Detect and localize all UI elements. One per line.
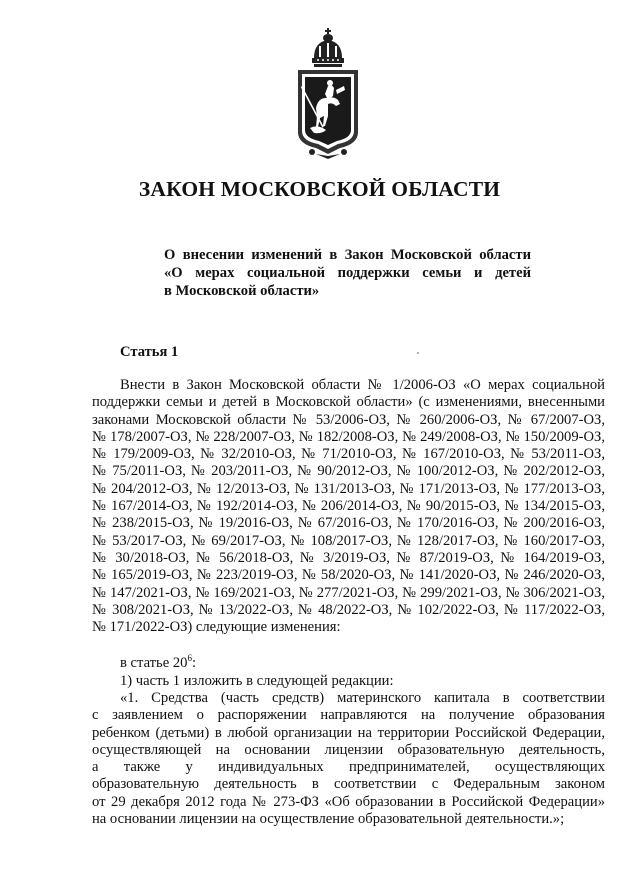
body-line: № 171/2022-ОЗ) следующие изменения:: [92, 619, 341, 636]
body-line: № 75/2011-ОЗ, № 203/2011-ОЗ, № 90/2012-ОЗ, № 100/2012-ОЗ, № 202/2012-ОЗ,: [92, 463, 605, 480]
law-title: ЗАКОН МОСКОВСКОЙ ОБЛАСТИ: [138, 177, 501, 201]
coat-of-arms-icon: [292, 28, 364, 160]
quote-line: осуществляющей на основании лицензии образовательную деятельность,: [92, 741, 605, 758]
body-line: № 204/2012-ОЗ, № 12/2013-ОЗ, № 131/2013-ОЗ, № 171/2013-ОЗ, № 177/2013-ОЗ,: [92, 480, 605, 497]
quote-line: на основании лицензии на осуществление образовательной деятельности.»;: [92, 810, 565, 827]
amendment-target: в статье $20^6$:: [120, 653, 196, 672]
quote-line: с заявлением о распоряжении направляются на получение образования: [92, 707, 605, 724]
article-heading: Статья 1: [120, 344, 179, 360]
subtitle-line: в Московской области»: [164, 283, 320, 299]
quote-line: от 29 декабря 2012 года № 273-ФЗ «Об образовании в Российской Федерации»: [92, 793, 605, 810]
body-line: Внести в Закон Московской области № 1/2006-ОЗ «О мерах социальной: [120, 377, 605, 393]
body-line: № 165/2019-ОЗ, № 223/2019-ОЗ, № 58/2020-ОЗ, № 141/2020-ОЗ, № 246/2020-ОЗ,: [92, 567, 605, 584]
body-line: № 179/2009-ОЗ, № 32/2010-ОЗ, № 71/2010-ОЗ, № 167/2010-ОЗ, № 53/2011-ОЗ,: [92, 446, 605, 463]
quote-line: «1. Средства (часть средств) материнского капитала в соответствии: [120, 689, 605, 706]
law-subtitle: [164, 246, 531, 300]
body-line: № 167/2014-ОЗ, № 192/2014-ОЗ, № 206/2014-ОЗ, № 90/2015-ОЗ, № 134/2015-ОЗ,: [92, 498, 605, 515]
body-line: № 147/2021-ОЗ, № 169/2021-ОЗ, № 277/2021-ОЗ, № 299/2021-ОЗ, № 306/2021-ОЗ,: [92, 584, 605, 601]
body-line: № 238/2015-ОЗ, № 19/2016-ОЗ, № 67/2016-ОЗ, № 170/2016-ОЗ, № 200/2016-ОЗ,: [92, 515, 605, 532]
body-line: поддержки семьи и детей в Московской области» (с изменениями, внесенными: [92, 394, 605, 411]
subtitle-line: «О мерах социальной поддержки семьи и детей: [164, 265, 531, 281]
quote-line: ребенком (детьми) в любой организации на территории Российской Федерации,: [92, 724, 605, 741]
body-line: № 178/2007-ОЗ, № 228/2007-ОЗ, № 182/2008-ОЗ, № 249/2008-ОЗ, № 150/2009-ОЗ,: [92, 428, 605, 445]
quote-line: а также у индивидуальных предпринимателей, осуществляющих: [92, 759, 605, 776]
body-line: № 30/2018-ОЗ, № 56/2018-ОЗ, № 3/2019-ОЗ, № 87/2019-ОЗ, № 164/2019-ОЗ,: [92, 549, 605, 566]
body-line: № 308/2021-ОЗ, № 13/2022-ОЗ, № 48/2022-ОЗ, № 102/2022-ОЗ, № 117/2022-ОЗ,: [92, 601, 605, 618]
subtitle-line: О внесении изменений в Закон Московской области: [164, 247, 531, 263]
quote-line: образовательную деятельность в соответствии с Федеральным законом: [92, 776, 605, 793]
amendment-item: 1) часть 1 изложить в следующей редакции:: [120, 672, 394, 689]
body-line: законами Московской области № 53/2006-ОЗ, № 260/2006-ОЗ, № 67/2007-ОЗ,: [92, 411, 605, 428]
scan-speck: [417, 352, 419, 354]
article-body: [92, 377, 605, 828]
body-line: № 53/2017-ОЗ, № 69/2017-ОЗ, № 108/2017-ОЗ, № 128/2017-ОЗ, № 160/2017-ОЗ,: [92, 532, 605, 549]
